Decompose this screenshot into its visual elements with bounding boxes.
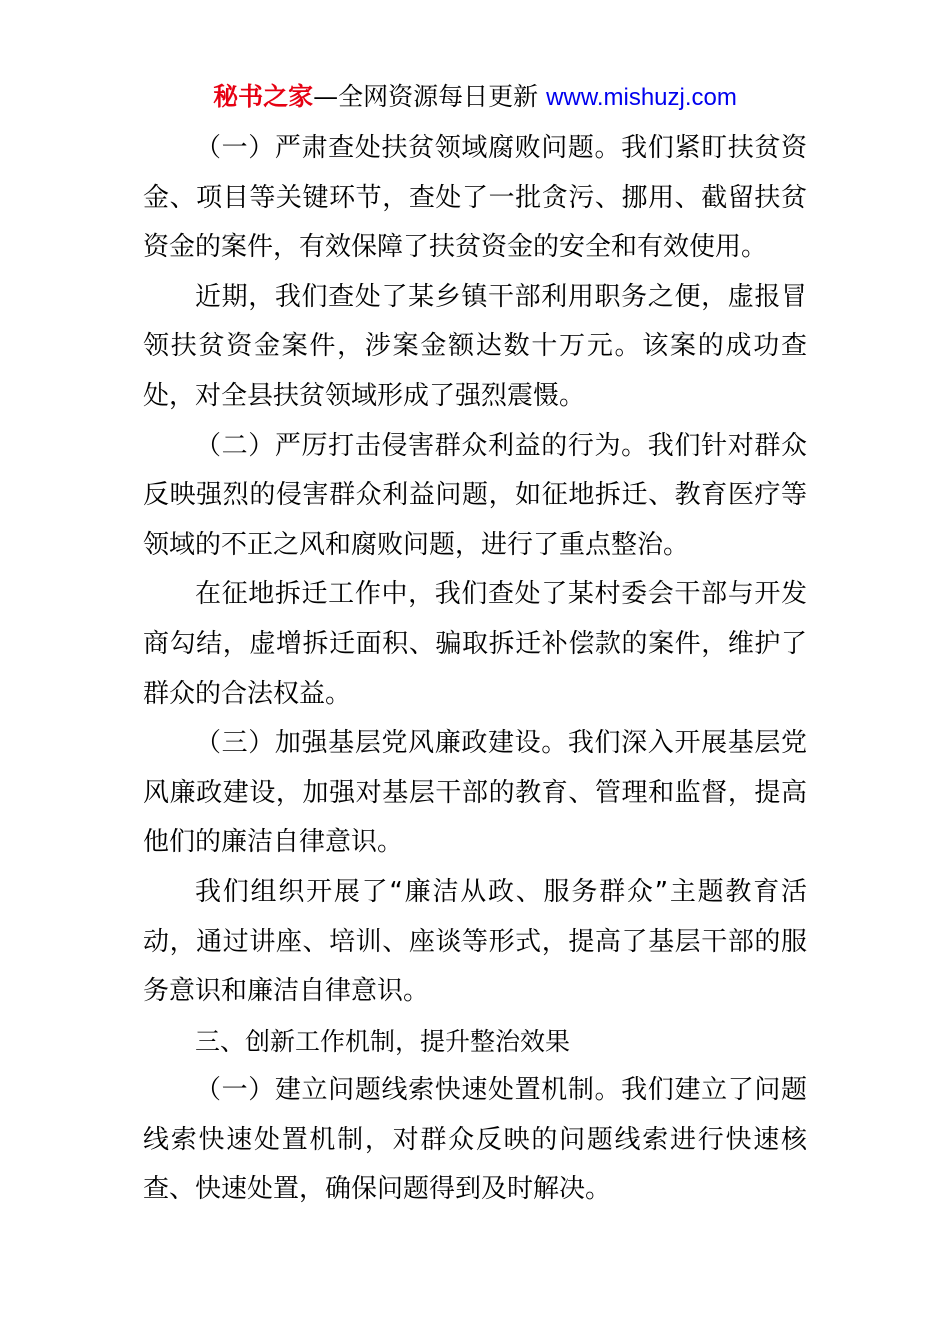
paragraph: （二）严厉打击侵害群众利益的行为。我们针对群众反映强烈的侵害群众利益问题，如征地拆迁、教育医疗等领域的不正之风和腐败问题，进行了重点整治。: [143, 430, 807, 560]
site-brand: 秘书之家: [213, 82, 314, 111]
site-url-link[interactable]: www.mishuzj.com: [546, 84, 737, 111]
paragraph: （一）建立问题线索快速处置机制。我们建立了问题线索快速处置机制，对群众反映的问题线索进行快速核查、快速处置，确保问题得到及时解决。: [143, 1075, 807, 1205]
site-tagline: —全网资源每日更新: [313, 82, 539, 111]
section-heading: 三、创新工作机制，提升整治效果: [195, 1026, 571, 1056]
paragraph: （一）严肃查处扶贫领域腐败问题。我们紧盯扶贫资金、项目等关键环节，查处了一批贪污、挪用、截留扶贫资金的案件，有效保障了扶贫资金的安全和有效使用。: [143, 133, 807, 263]
paragraph: （三）加强基层党风廉政建设。我们深入开展基层党风廉政建设，加强对基层干部的教育、管理和监督，提高他们的廉洁自律意识。: [143, 728, 807, 858]
page-header: [0, 80, 950, 115]
paragraph: 在征地拆迁工作中，我们查处了某村委会干部与开发商勾结，虚增拆迁面积、骗取拆迁补偿款的案件，维护了群众的合法权益。: [143, 579, 807, 709]
paragraph: 近期，我们查处了某乡镇干部利用职务之便，虚报冒领扶贫资金案件，涉案金额达数十万元。该案的成功查处，对全县扶贫领域形成了强烈震慑。: [143, 281, 807, 411]
document-body: [143, 124, 807, 1215]
paragraph: 我们组织开展了“廉洁从政、服务群众”主题教育活动，通过讲座、培训、座谈等形式，提高了基层干部的服务意识和廉洁自律意识。: [143, 876, 807, 1007]
